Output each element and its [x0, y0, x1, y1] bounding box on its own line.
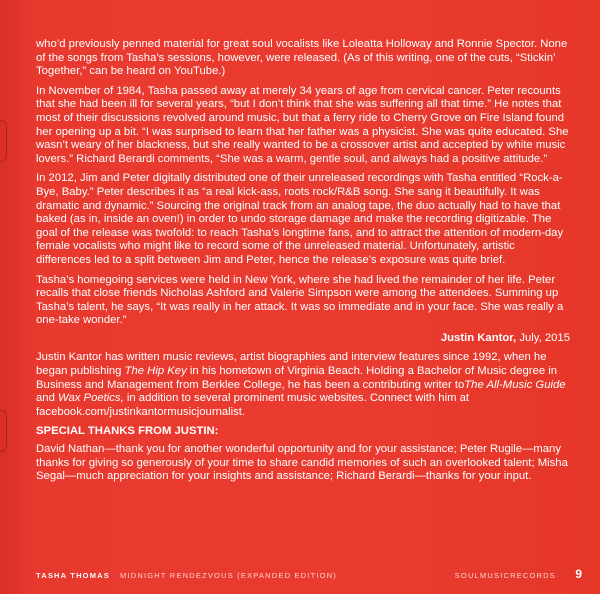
bio-text: in addition to several prominent music websites. Connect with him at facebook.com/justinkantormusicjournalist.	[36, 392, 470, 418]
paragraph: who’d previously penned material for great soul vocalists like Loleatta Holloway and Ronnie Spector. None of the songs from Tasha’s sessions, however, were released. (As of this writing, one of the cuts, “Stickin’ Together,” can be heard on YouTube.)	[36, 38, 568, 78]
footer-album: MIDNIGHT RENDEZVOUS (EXPANDED EDITION)	[119, 571, 337, 580]
byline-author: Justin Kantor,	[440, 331, 517, 344]
bio-title: Wax Poetics,	[58, 392, 124, 405]
footer-credits	[36, 571, 337, 580]
paragraph: Tasha’s homegoing services were held in New York, where she had lived the remainder of her life. Peter recalls that close friends Nicholas Ashford and Valerie Simpson were among the attendees. Summing up Tasha’s talent, he says, “It was really in her attack. It was so immediate and in your face. She was really a one-take wonder.”	[36, 273, 564, 327]
bio-title: The All-Music Guide	[464, 378, 566, 391]
footer-label: SOULMUSICRECORDS	[454, 571, 556, 580]
article-body	[36, 38, 570, 490]
thanks-heading: SPECIAL THANKS FROM JUSTIN:	[36, 425, 219, 438]
author-bio	[36, 351, 570, 419]
page-footer	[36, 568, 582, 584]
staple-mark	[0, 120, 7, 162]
bio-text: and	[36, 392, 58, 405]
footer-artist: TASHA THOMAS	[36, 571, 110, 580]
paragraph: In November of 1984, Tasha passed away at merely 34 years of age from cervical cancer. Peter recounts that she had been ill for several years, “but I don’t think that she was suffering all that time.” He notes that most of their discussions revolved around music, but that a ferry ride to Cherry Grove on Fire Island found her opening up a bit. “I was surprised to learn that her father was a physicist. She was quite educated. She wasn’t weary of her blackness, but she really wanted to be a crossover artist and accepted by white music lovers.” Richard Berardi comments, “She was a warm, gentle soul, and always had a positive attitude.”	[36, 84, 569, 165]
bio-title: The Hip Key	[124, 365, 187, 378]
byline	[36, 332, 570, 346]
bio-text: Justin Kantor has written music reviews, artist biographies and interview features since 1992, when he began publishing	[36, 351, 547, 378]
thanks-text: David Nathan—thank you for another wonderful opportunity and for your assistance; Peter Rugile—many thanks for giving so generously of your time to share candid memories of such an overlooked talent; Misha Segal—much appreciation for your insights and assistance; Richard Berardi—thanks for your input.	[36, 443, 568, 483]
paragraph: In 2012, Jim and Peter digitally distributed one of their unreleased recordings with Tasha entitled “Rock-a-Bye, Baby.” Peter describes it as “a real kick-ass, roots rock/R&B song. She sang it beautifully. It was dramatic and dynamic.” Sourcing the original track from an analog tape, the duo actually had to have that baked (as in, inside an oven!) in order to undo storage damage and make the recording digitizable. The goal of the release was twofold: to reach Tasha’s longtime fans, and to attract the attention of modern-day female vocalists who might like to record some of the unreleased material. Unfortunately, artistic differences led to a split between Jim and Peter, hence the release’s exposure was quite brief.	[36, 172, 564, 266]
staple-mark	[0, 410, 7, 452]
bio-text: in his hometown of Virginia Beach. Holding a Bachelor of Music degree in Business and Management from Berklee College, he has been a contributing writer to	[36, 365, 558, 391]
byline-date: July, 2015	[516, 331, 570, 344]
page-number: 9	[575, 567, 582, 581]
